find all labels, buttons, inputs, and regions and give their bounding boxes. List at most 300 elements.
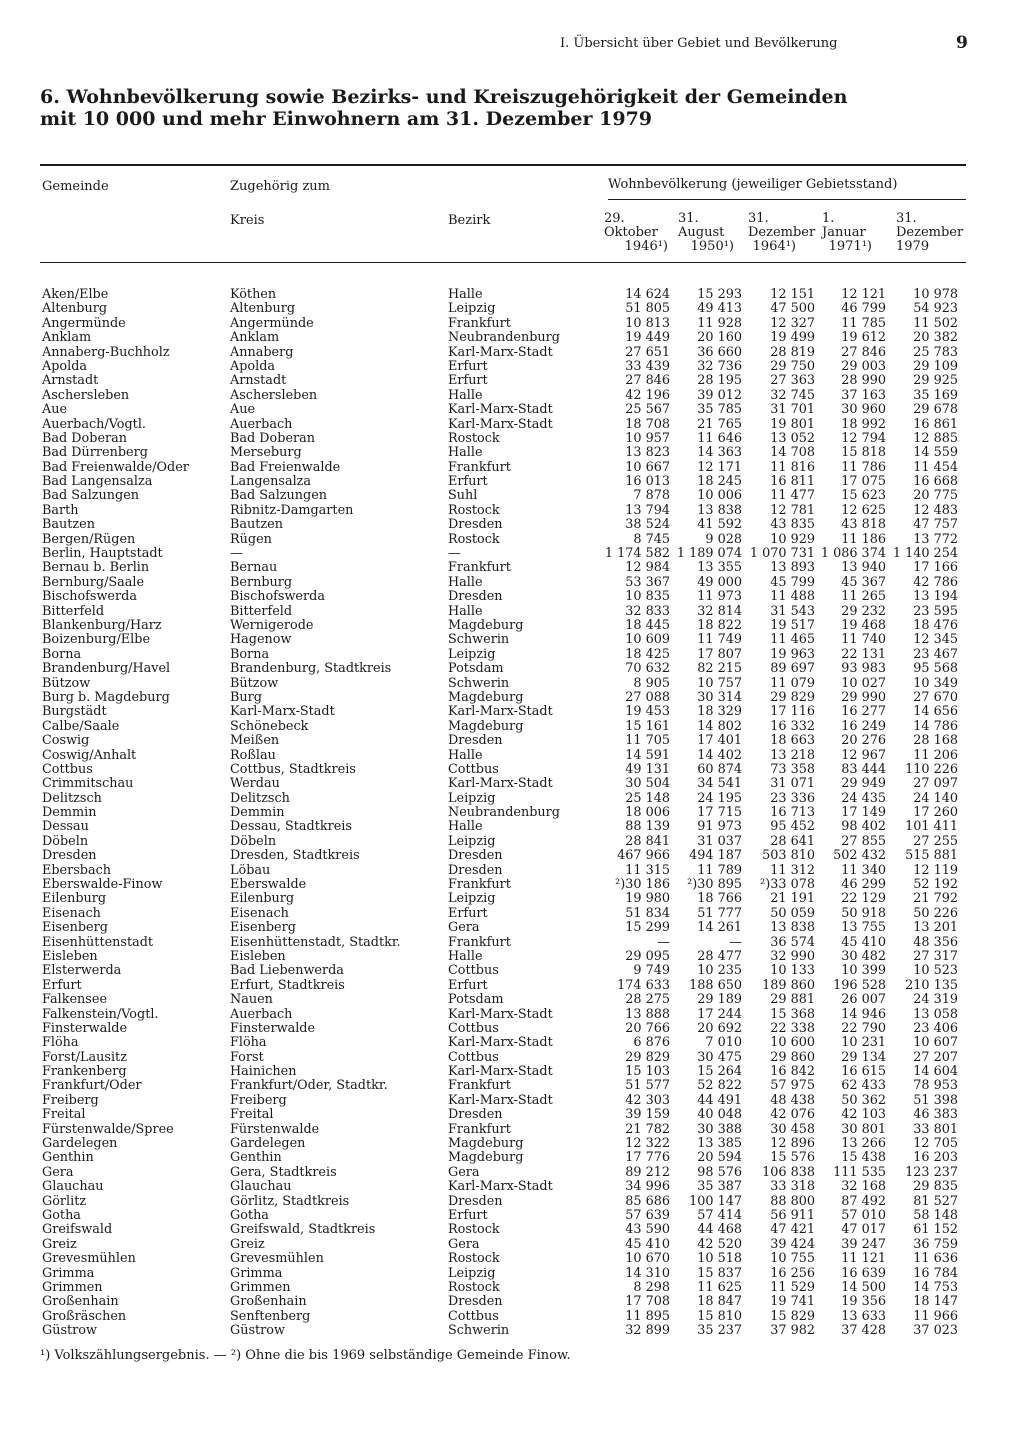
cell-1979: 29 835 (913, 1179, 958, 1195)
cell-kreis: Köthen (230, 287, 277, 302)
cell-bezirk: Frankfurt (448, 315, 511, 331)
cell-1971: 12 794 (841, 430, 886, 446)
cell-1950: 18 822 (697, 617, 742, 633)
cell-1946: 10 957 (625, 430, 670, 446)
cell-bezirk: Frankfurt (448, 1121, 511, 1137)
table-row (40, 921, 970, 935)
cell-gemeinde: Grimma (42, 1265, 95, 1281)
cell-bezirk: Magdeburg (448, 1150, 524, 1166)
cell-1946: 11 705 (625, 733, 670, 749)
table-row (40, 288, 970, 302)
cell-kreis: — (230, 546, 243, 562)
cell-1946: 10 813 (625, 315, 670, 331)
cell-1964: 11 477 (770, 488, 815, 504)
cell-1979: 18 147 (913, 1294, 958, 1310)
cell-bezirk: Schwerin (448, 1323, 510, 1339)
cell-1979: 11 206 (913, 747, 958, 763)
cell-bezirk: Rostock (448, 531, 500, 547)
cell-kreis: Nauen (230, 992, 273, 1008)
header-date-1971 (822, 212, 872, 254)
cell-kreis: Greiz (230, 1236, 265, 1252)
cell-1979: 37 023 (913, 1323, 958, 1339)
cell-1971: 29 134 (841, 1049, 886, 1065)
table-row (40, 360, 970, 374)
cell-kreis: Apolda (230, 358, 276, 374)
table-row (40, 777, 970, 791)
cell-bezirk: Halle (448, 747, 483, 763)
cell-gemeinde: Crimmitschau (42, 776, 134, 792)
cell-1979: 42 786 (913, 574, 958, 590)
cell-kreis: Brandenburg, Stadtkreis (230, 661, 392, 677)
header-date-1979 (896, 212, 968, 254)
cell-1946: 32 899 (625, 1323, 670, 1339)
cell-1964: 19 517 (770, 617, 815, 633)
cell-1964: 88 800 (770, 1193, 815, 1209)
cell-kreis: Angermünde (230, 315, 314, 331)
cell-1964: 21 191 (770, 891, 815, 907)
cell-1964: 12 896 (770, 1136, 815, 1152)
cell-1964: 19 801 (770, 416, 815, 432)
cell-bezirk: Leipzig (448, 790, 496, 806)
cell-gemeinde: Bad Salzungen (42, 488, 140, 504)
table-row (40, 1267, 970, 1281)
cell-1979: 81 527 (913, 1193, 958, 1209)
cell-1946: 12 984 (625, 560, 670, 576)
cell-1971: 13 266 (841, 1136, 886, 1152)
cell-1964: 57 975 (770, 1078, 815, 1094)
cell-1979: 23 406 (913, 1020, 958, 1036)
cell-1946: 13 888 (625, 1006, 670, 1022)
cell-1979: 515 881 (905, 848, 958, 864)
cell-bezirk: Halle (448, 819, 483, 835)
cell-1950: 15 837 (697, 1265, 742, 1281)
cell-gemeinde: Görlitz (42, 1193, 87, 1209)
table-row (40, 331, 970, 345)
cell-bezirk: Karl-Marx-Stadt (448, 416, 553, 432)
header-date-1971-year: 1971¹) (828, 239, 872, 254)
table-row (40, 1223, 970, 1237)
cell-gemeinde: Grimmen (42, 1279, 103, 1295)
cell-1971: 50 918 (841, 905, 886, 921)
cell-kreis: Grimmen (230, 1279, 291, 1295)
cell-1964: 15 829 (770, 1308, 815, 1324)
cell-1971: 1 086 374 (820, 546, 886, 562)
cell-1964: 56 911 (770, 1208, 815, 1223)
cell-1979: 20 382 (913, 330, 958, 346)
cell-1950: 98 576 (697, 1164, 742, 1180)
cell-gemeinde: Aschersleben (42, 387, 130, 403)
cell-gemeinde: Anklam (42, 330, 92, 346)
cell-kreis: Bitterfeld (230, 603, 293, 619)
cell-gemeinde: Großräschen (42, 1308, 127, 1324)
cell-1964: 31 543 (770, 603, 815, 619)
table-row (40, 878, 970, 892)
cell-1971: 22 129 (841, 891, 886, 907)
cell-gemeinde: Genthin (42, 1150, 94, 1166)
table-row (40, 734, 970, 748)
cell-kreis: Großenhain (230, 1294, 307, 1310)
cell-1946: 27 088 (625, 689, 670, 705)
cell-1946: 34 996 (625, 1179, 670, 1195)
cell-gemeinde: Cottbus (42, 761, 93, 777)
cell-1971: 11 740 (841, 632, 886, 648)
cell-1971: 10 231 (841, 1035, 886, 1051)
cell-1979: 51 398 (913, 1092, 958, 1108)
cell-bezirk: Potsdam (448, 992, 504, 1008)
cell-1971: 10 027 (841, 675, 886, 691)
cell-kreis: Bad Salzungen (230, 488, 328, 504)
cell-bezirk: Dresden (448, 733, 503, 749)
cell-1979: 10 523 (913, 963, 958, 979)
cell-gemeinde: Altenburg (42, 301, 108, 317)
cell-1950: 17 715 (697, 805, 742, 821)
table-row (40, 461, 970, 475)
header-zugehoerig: Zugehörig zum (230, 179, 330, 194)
cell-1964: 37 982 (770, 1323, 815, 1339)
cell-gemeinde: Greifswald (42, 1222, 113, 1238)
cell-1979: 10 607 (913, 1035, 958, 1051)
cell-1946: 8 298 (633, 1279, 670, 1295)
cell-gemeinde: Bernau b. Berlin (42, 560, 150, 576)
cell-1950: 32 814 (697, 603, 742, 619)
cell-1946: 28 841 (625, 833, 670, 849)
table-row (40, 576, 970, 590)
cell-1950: 1 189 074 (676, 546, 742, 562)
cell-kreis: Delitzsch (230, 790, 290, 806)
header-date-1979-month: Dezember (896, 225, 964, 240)
table-row (40, 1137, 970, 1151)
table-row (40, 964, 970, 978)
cell-gemeinde: Gera (42, 1164, 74, 1180)
table-row (40, 1008, 970, 1022)
cell-1971: 19 468 (841, 617, 886, 633)
table-row (40, 1022, 970, 1036)
cell-1946: 18 006 (625, 805, 670, 821)
cell-1946: 10 835 (625, 589, 670, 605)
cell-gemeinde: Gotha (42, 1208, 81, 1223)
cell-1950: 100 147 (689, 1193, 742, 1209)
cell-1950: 11 928 (697, 315, 742, 331)
header-date-1946-year: 1946¹) (624, 239, 668, 254)
cell-1946: 11 895 (625, 1308, 670, 1324)
cell-1971: 15 818 (841, 445, 886, 461)
cell-1979: 61 152 (913, 1222, 958, 1238)
cell-kreis: Anklam (230, 330, 280, 346)
table-row (40, 792, 970, 806)
cell-1950: 29 189 (697, 992, 742, 1008)
table-row (40, 662, 970, 676)
cell-bezirk: Karl-Marx-Stadt (448, 1179, 553, 1195)
cell-1950: 44 491 (697, 1092, 742, 1108)
cell-1946: 17 776 (625, 1150, 670, 1166)
cell-1964: 14 708 (770, 445, 815, 461)
cell-1971: 196 528 (833, 977, 886, 993)
cell-1964: 29 860 (770, 1049, 815, 1065)
cell-1950: 15 264 (697, 1064, 742, 1080)
cell-1979: 78 953 (913, 1078, 958, 1094)
cell-gemeinde: Erfurt (42, 977, 82, 993)
cell-1950: 30 388 (697, 1121, 742, 1137)
table-row (40, 389, 970, 403)
cell-1971: 30 960 (841, 402, 886, 418)
cell-gemeinde: Calbe/Saale (42, 718, 120, 734)
cell-kreis: Karl-Marx-Stadt (230, 704, 335, 720)
cell-bezirk: Frankfurt (448, 934, 511, 950)
cell-1946: 29 095 (625, 948, 670, 964)
table-row (40, 979, 970, 993)
cell-1971: 42 103 (841, 1107, 886, 1123)
table-row (40, 619, 970, 633)
cell-1950: 40 048 (697, 1107, 742, 1123)
cell-1946: 10 670 (625, 1251, 670, 1267)
cell-1971: 24 435 (841, 790, 886, 806)
cell-1971: 18 992 (841, 416, 886, 432)
cell-gemeinde: Burg b. Magdeburg (42, 689, 170, 705)
cell-1964: 19 741 (770, 1294, 815, 1310)
cell-gemeinde: Forst/Lausitz (42, 1049, 127, 1065)
cell-bezirk: Potsdam (448, 661, 504, 677)
cell-1979: 16 861 (913, 416, 958, 432)
cell-1950: 51 777 (697, 905, 742, 921)
cell-1964: 47 500 (770, 301, 815, 317)
cell-1946: 30 504 (625, 776, 670, 792)
cell-1946: 51 834 (625, 905, 670, 921)
cell-1964: 45 799 (770, 574, 815, 590)
cell-bezirk: Karl-Marx-Stadt (448, 402, 553, 418)
cell-1950: 30 314 (697, 689, 742, 705)
cell-1950: 35 237 (697, 1323, 742, 1339)
cell-bezirk: Magdeburg (448, 617, 524, 633)
table-row (40, 374, 970, 388)
header-date-1946 (604, 212, 668, 254)
cell-1979: 11 454 (913, 459, 958, 475)
cell-1971: 46 799 (841, 301, 886, 317)
cell-kreis: Bad Freienwalde (230, 459, 341, 475)
table-row (40, 648, 970, 662)
cell-1950: 13 385 (697, 1136, 742, 1152)
cell-1979: 24 140 (913, 790, 958, 806)
cell-1971: 20 276 (841, 733, 886, 749)
cell-gemeinde: Elsterwerda (42, 963, 122, 979)
cell-bezirk: Erfurt (448, 358, 488, 374)
cell-1950: 14 261 (697, 920, 742, 936)
cell-1950: 42 520 (697, 1236, 742, 1252)
cell-kreis: Dessau, Stadtkreis (230, 819, 352, 835)
header-bottom-rule (40, 262, 966, 263)
cell-bezirk: Schwerin (448, 675, 510, 691)
cell-1950: 35 387 (697, 1179, 742, 1195)
cell-gemeinde: Falkensee (42, 992, 108, 1008)
footnote: ¹) Volkszählungsergebnis. — ²) Ohne die bis 1969 selbständige Gemeinde Finow. (40, 1348, 571, 1363)
cell-1964: 11 312 (770, 862, 815, 878)
cell-1964: 10 929 (770, 531, 815, 547)
cell-1950: 14 363 (697, 445, 742, 461)
cell-1979: 110 226 (905, 761, 958, 777)
cell-kreis: Bützow (230, 675, 279, 691)
cell-gemeinde: Gardelegen (42, 1136, 118, 1152)
cell-bezirk: Karl-Marx-Stadt (448, 776, 553, 792)
cell-1964: 29 829 (770, 689, 815, 705)
cell-kreis: Eisenach (230, 905, 289, 921)
table-row (40, 504, 970, 518)
cell-gemeinde: Bautzen (42, 517, 95, 533)
cell-1979: 24 319 (913, 992, 958, 1008)
header-date-1964-day: 31. (748, 211, 769, 226)
cell-1964: 36 574 (770, 934, 815, 950)
cell-1946: 19 453 (625, 704, 670, 720)
cell-1950: 17 807 (697, 646, 742, 662)
cell-1964: 11 079 (770, 675, 815, 691)
cell-1964: 16 332 (770, 718, 815, 734)
cell-1979: 14 753 (913, 1279, 958, 1295)
cell-bezirk: Karl-Marx-Stadt (448, 1064, 553, 1080)
table-row (40, 1051, 970, 1065)
cell-1946: 19 980 (625, 891, 670, 907)
cell-1971: 11 786 (841, 459, 886, 475)
header-wohnbevoelkerung: Wohnbevölkerung (jeweiliger Gebietsstand) (608, 177, 898, 192)
cell-kreis: Hagenow (230, 632, 292, 648)
cell-gemeinde: Frankfurt/Oder (42, 1078, 142, 1094)
cell-1950: 9 028 (705, 531, 742, 547)
cell-1964: 32 745 (770, 387, 815, 403)
table-row (40, 892, 970, 906)
cell-bezirk: Neubrandenburg (448, 330, 560, 346)
cell-1946: 27 651 (625, 344, 670, 360)
cell-1946: 14 310 (625, 1265, 670, 1281)
cell-1964: 16 256 (770, 1265, 815, 1281)
cell-kreis: Erfurt, Stadtkreis (230, 977, 345, 993)
cell-bezirk: Halle (448, 287, 483, 302)
cell-1979: 21 792 (913, 891, 958, 907)
cell-1971: 16 249 (841, 718, 886, 734)
cell-1979: 12 705 (913, 1136, 958, 1152)
table-row (40, 518, 970, 532)
table-row (40, 1151, 970, 1165)
cell-1971: 32 168 (841, 1179, 886, 1195)
header-date-1979-year: 1979 (896, 239, 930, 254)
cell-gemeinde: Grevesmühlen (42, 1251, 136, 1267)
header-gemeinde: Gemeinde (42, 179, 109, 194)
cell-1964: 13 838 (770, 920, 815, 936)
cell-1950: 14 402 (697, 747, 742, 763)
cell-1950: 10 235 (697, 963, 742, 979)
cell-1950: 20 594 (697, 1150, 742, 1166)
cell-1946: 51 577 (625, 1078, 670, 1094)
cell-1979: 27 670 (913, 689, 958, 705)
cell-1979: 10 349 (913, 675, 958, 691)
cell-gemeinde: Barth (42, 502, 79, 518)
cell-1946: 85 686 (625, 1193, 670, 1209)
cell-gemeinde: Bergen/Rügen (42, 531, 136, 547)
cell-1964: 23 336 (770, 790, 815, 806)
cell-1979: 29 925 (913, 373, 958, 389)
cell-1964: 16 842 (770, 1064, 815, 1080)
table-row (40, 864, 970, 878)
header-date-1964-year: 1964¹) (752, 239, 796, 254)
cell-gemeinde: Bad Langensalza (42, 474, 153, 490)
cell-1950: 18 329 (697, 704, 742, 720)
table-row (40, 1065, 970, 1079)
cell-bezirk: Gera (448, 920, 480, 936)
cell-1946: 9 749 (633, 963, 670, 979)
cell-bezirk: Erfurt (448, 373, 488, 389)
cell-1971: 29 232 (841, 603, 886, 619)
cell-1979: 13 194 (913, 589, 958, 605)
cell-1950: 11 789 (697, 862, 742, 878)
table-row (40, 590, 970, 604)
cell-1971: 27 855 (841, 833, 886, 849)
cell-1971: 19 612 (841, 330, 886, 346)
cell-1971: 22 131 (841, 646, 886, 662)
cell-1979: 50 226 (913, 905, 958, 921)
cell-gemeinde: Freital (42, 1107, 86, 1123)
cell-1971: 11 121 (841, 1251, 886, 1267)
cell-kreis: Freiberg (230, 1092, 287, 1108)
cell-1964: 19 963 (770, 646, 815, 662)
cell-1964: 106 838 (762, 1164, 815, 1180)
cell-gemeinde: Bitterfeld (42, 603, 105, 619)
cell-1979: 48 356 (913, 934, 958, 950)
cell-1979: 27 207 (913, 1049, 958, 1065)
cell-kreis: Grimma (230, 1265, 283, 1281)
cell-bezirk: Gera (448, 1164, 480, 1180)
cell-1964: 12 151 (770, 287, 815, 302)
cell-1971: 26 007 (841, 992, 886, 1008)
cell-gemeinde: Dresden (42, 848, 97, 864)
cell-1979: 20 775 (913, 488, 958, 504)
cell-1979: 36 759 (913, 1236, 958, 1252)
cell-1950: 41 592 (697, 517, 742, 533)
cell-bezirk: Dresden (448, 1294, 503, 1310)
table-row (40, 605, 970, 619)
cell-1946: 11 315 (625, 862, 670, 878)
cell-1946: 19 449 (625, 330, 670, 346)
cell-kreis: Werdau (230, 776, 280, 792)
cell-kreis: Burg (230, 689, 262, 705)
cell-1979: 95 568 (913, 661, 958, 677)
cell-1946: 29 829 (625, 1049, 670, 1065)
cell-1950: 13 838 (697, 502, 742, 518)
cell-bezirk: Karl-Marx-Stadt (448, 1035, 553, 1051)
cell-gemeinde: Großenhain (42, 1294, 119, 1310)
cell-1946: 57 639 (625, 1208, 670, 1223)
cell-bezirk: Halle (448, 948, 483, 964)
cell-1964: 11 488 (770, 589, 815, 605)
cell-1971: 111 535 (833, 1164, 886, 1180)
cell-1979: 11 966 (913, 1308, 958, 1324)
cell-kreis: Frankfurt/Oder, Stadtkr. (230, 1078, 388, 1094)
cell-1971: 11 265 (841, 589, 886, 605)
cell-kreis: Langensalza (230, 474, 312, 490)
cell-1946: 21 782 (625, 1121, 670, 1137)
cell-bezirk: Leipzig (448, 301, 496, 317)
cell-1979: 46 383 (913, 1107, 958, 1123)
cell-bezirk: Cottbus (448, 761, 499, 777)
cell-bezirk: Erfurt (448, 474, 488, 490)
cell-1946: 32 833 (625, 603, 670, 619)
cell-kreis: Gardelegen (230, 1136, 306, 1152)
cell-1971: 28 990 (841, 373, 886, 389)
cell-1946: 53 367 (625, 574, 670, 590)
cell-1979: 33 801 (913, 1121, 958, 1137)
cell-1971: 16 615 (841, 1064, 886, 1080)
cell-bezirk: Magdeburg (448, 1136, 524, 1152)
cell-kreis: Arnstadt (230, 373, 287, 389)
cell-bezirk: Rostock (448, 430, 500, 446)
cell-1950: 11 625 (697, 1279, 742, 1295)
cell-1979: 17 166 (913, 560, 958, 576)
cell-1950: 18 766 (697, 891, 742, 907)
